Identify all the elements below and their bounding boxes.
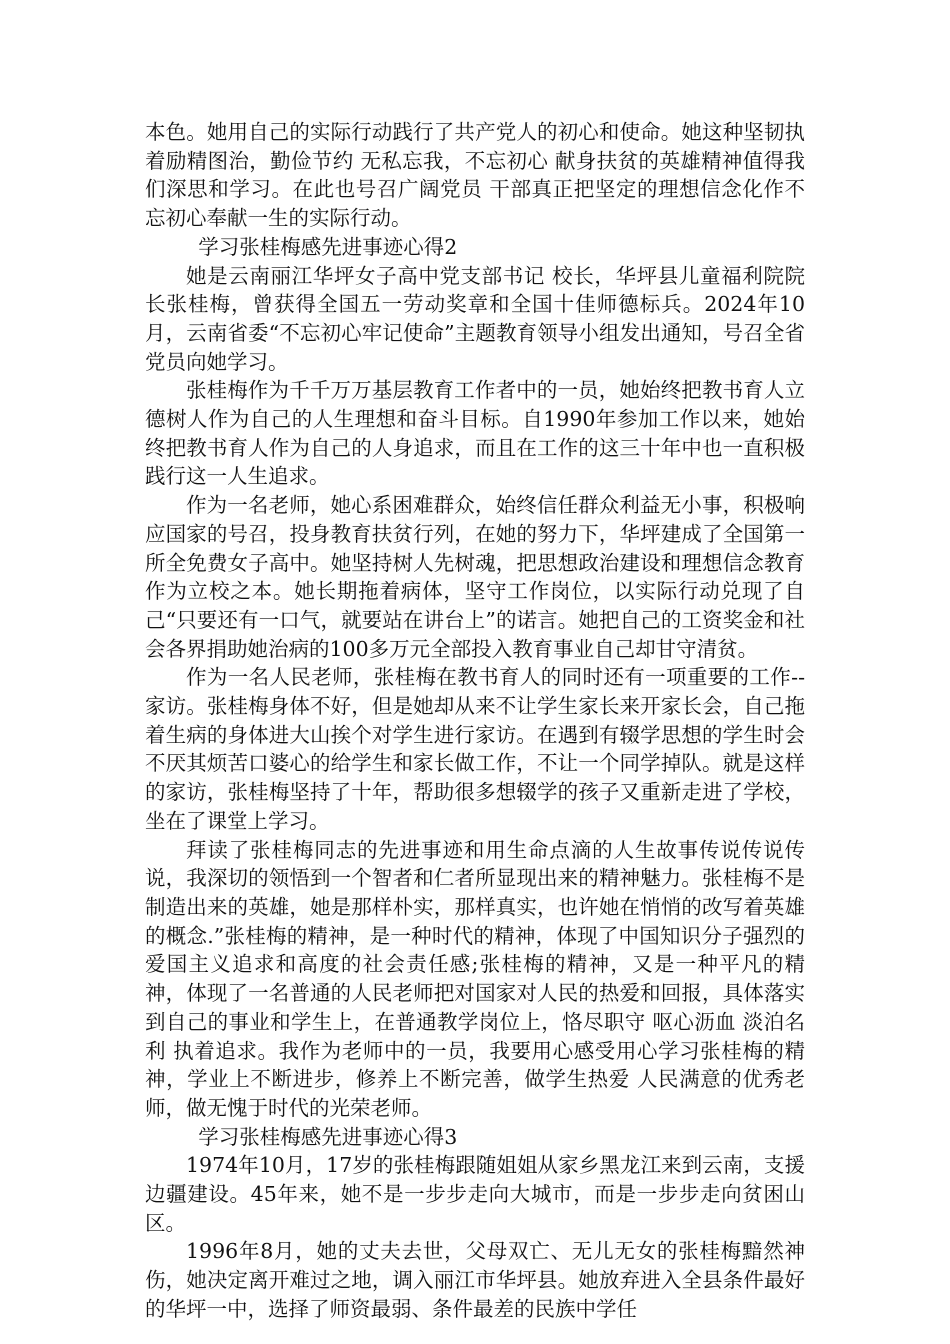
body-paragraph: 1996年8月，她的丈夫去世，父母双亡、无儿无女的张桂梅黯然神伤，她决定离开难过之地，调入丽江市华坪县。她放弃进入全县条件最好的华坪一中，选择了师资最弱、条件最差的民族中学任 [145,1239,805,1321]
section-heading: 学习张桂梅感先进事迹心得3 [198,1124,458,1149]
body-paragraph: 拜读了张桂梅同志的先进事迹和用生命点滴的人生故事传说传说传说，我深切的领悟到一个智者和仁者所显现出来的精神魅力。张桂梅不是制造出来的英雄，她是那样朴实，那样真实，也许她在悄悄的改写着英雄的概念.”张桂梅的精神，是一种时代的精神，体现了中国知识分子强烈的爱国主义追求和高度的社会责任感;张桂梅的精神，又是一种平凡的精神，体现了一名普通的人民老师把对国家对人民的热爱和回报，具体落实到自己的事业和学生上，在普通教学岗位上，恪尽职守 呕心沥血 淡泊名利 执着追求。我作为老师中的一员，我要用心感受用心学习张桂梅的精神，学业上不断进步，修养上不断完善，做学生热爱 人民满意的优秀老师，做无愧于时代的光荣老师。 [145,837,805,1120]
body-paragraph: 作为一名人民老师，张桂梅在教书育人的同时还有一项重要的工作--家访。张桂梅身体不好，但是她却从来不让学生家长来开家长会，自己拖着生病的身体进大山挨个对学生进行家访。在遇到有辍学思想的学生时会不厌其烦苦口婆心的给学生和家长做工作，不让一个同学掉队。就是这样的家访，张桂梅坚持了十年，帮助很多想辍学的孩子又重新走进了学校，坐在了课堂上学习。 [145,665,805,833]
body-paragraph: 张桂梅作为千千万万基层教育工作者中的一员，她始终把教书育人立德树人作为自己的人生理想和奋斗目标。自1990年参加工作以来，她始终把教书育人作为自己的人身追求，而且在工作的这三十年中也一直积极践行这一人生追求。 [145,378,805,489]
body-paragraph: 她是云南丽江华坪女子高中党支部书记 校长，华坪县儿童福利院院长张桂梅，曾获得全国五一劳动奖章和全国十佳师德标兵。2024年10月，云南省委“不忘初心牢记使命”主题教育领导小组发出通知，号召全省党员向她学习。 [145,263,805,374]
document-page [145,118,805,1324]
body-paragraph: 本色。她用自己的实际行动践行了共产党人的初心和使命。她这种坚韧执着励精图治，勤俭节约 无私忘我，不忘初心 献身扶贫的英雄精神值得我们深思和学习。在此也号召广阔党员 干部真正把坚定的理想信念化作不忘初心奉献一生的实际行动。 [145,120,805,231]
body-paragraph: 1974年10月，17岁的张桂梅跟随姐姐从家乡黑龙江来到云南，支援边疆建设。45年来，她不是一步步走向大城市，而是一步步走向贫困山区。 [145,1153,805,1235]
body-paragraph: 作为一名老师，她心系困难群众，始终信任群众利益无小事，积极响应国家的号召，投身教育扶贫行列，在她的努力下，华坪建成了全国第一所全免费女子高中。她坚持树人先树魂，把思想政治建设和理想信念教育作为立校之本。她长期拖着病体，坚守工作岗位，以实际行动兑现了自己“只要还有一口气，就要站在讲台上”的诺言。她把自己的工资奖金和社会各界捐助她治病的100多万元全部投入教育事业自己却甘守清贫。 [145,493,805,661]
section-heading: 学习张桂梅感先进事迹心得2 [198,234,458,259]
